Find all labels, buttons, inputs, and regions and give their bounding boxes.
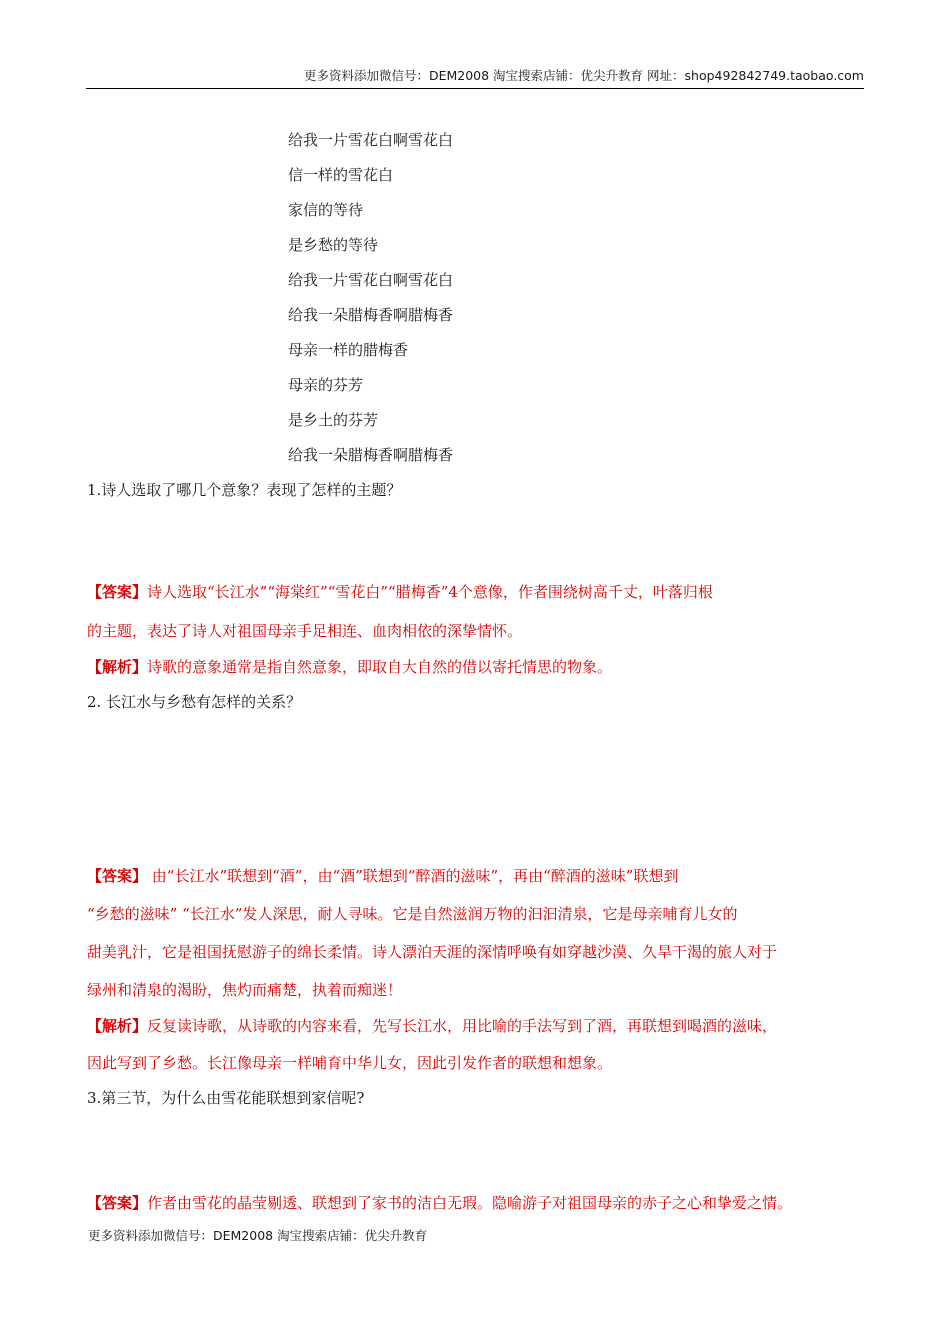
poem-line: 给我一朵腊梅香啊腊梅香: [288, 446, 454, 464]
answer-text: 由“长江水”联想到“酒”，由“酒”联想到“醉酒的滋味”，再由“醉酒的滋味”联想到: [147, 867, 679, 885]
analysis-text: 反复读诗歌，从诗歌的内容来看，先写长江水，用比喻的手法写到了酒，再联想到喝酒的滋味，: [147, 1017, 778, 1035]
question-2: 2. 长江水与乡愁有怎样的关系？: [87, 693, 302, 711]
page-footer: [88, 1226, 427, 1246]
poem-line: 给我一片雪花白啊雪花白: [288, 131, 454, 149]
analysis-tag: 【解析】: [87, 1017, 148, 1035]
answer-2-line-4: 绿州和清泉的渴盼，焦灼而痛楚，执着而痴迷！: [87, 981, 403, 999]
answer-2-line-1: [87, 864, 678, 888]
answer-tag: 【答案】: [87, 1194, 148, 1212]
answer-3-line-1: [87, 1191, 792, 1215]
answer-text: 诗人选取“长江水”“海棠红”“雪花白”“腊梅香”4个意像，作者围绕树高千丈，叶落归根: [147, 583, 713, 601]
answer-2-line-2: “乡愁的滋味” “长江水”发人深思，耐人寻味。它是自然滋润万物的汩汩清泉，它是母亲哺育儿女的: [87, 905, 738, 923]
poem-block: [288, 126, 453, 476]
answer-tag: 【答案】: [87, 867, 148, 885]
analysis-tag: 【解析】: [87, 658, 148, 676]
question-3: 3.第三节，为什么由雪花能联想到家信呢?: [87, 1089, 365, 1107]
poem-line: 给我一片雪花白啊雪花白: [288, 271, 454, 289]
question-1: 1.诗人选取了哪几个意象？表现了怎样的主题？: [87, 481, 402, 499]
answer-text: 作者由雪花的晶莹剔透、联想到了家书的洁白无瑕。隐喻游子对祖国母亲的赤子之心和挚爱之情。: [147, 1194, 793, 1212]
footer-text: 更多资料添加微信号：DEM2008 淘宝搜索店铺：优尖升教育: [88, 1228, 428, 1243]
analysis-2-line-1: [87, 1014, 777, 1038]
poem-line: 给我一朵腊梅香啊腊梅香: [288, 306, 454, 324]
answer-1-line-1: [87, 580, 713, 604]
poem-line: 是乡愁的等待: [288, 236, 379, 254]
poem-line: 信一样的雪花白: [288, 166, 394, 184]
poem-line: 母亲一样的腊梅香: [288, 341, 409, 359]
analysis-1-line-1: [87, 655, 612, 679]
header-text: 更多资料添加微信号：DEM2008 淘宝搜索店铺：优尖升教育 网址：shop492842749.taobao.com: [303, 68, 864, 83]
answer-tag: 【答案】: [87, 583, 148, 601]
answer-1-line-2: 的主题，表达了诗人对祖国母亲手足相连、血肉相依的深挚情怀。: [87, 622, 523, 640]
poem-line: 家信的等待: [288, 201, 364, 219]
poem-line: 母亲的芬芳: [288, 376, 364, 394]
analysis-2-line-2: 因此写到了乡愁。长江像母亲一样哺育中华儿女，因此引发作者的联想和想象。: [87, 1054, 613, 1072]
poem-line: 是乡土的芬芳: [288, 411, 379, 429]
page-header: [86, 66, 864, 89]
analysis-text: 诗歌的意象通常是指自然意象，即取自大自然的借以寄托情思的物象。: [147, 658, 613, 676]
answer-2-line-3: 甜美乳汁，它是祖国抚慰游子的绵长柔情。诗人漂泊天涯的深情呼唤有如穿越沙漠、久旱干渴的旅人对于: [87, 943, 778, 961]
